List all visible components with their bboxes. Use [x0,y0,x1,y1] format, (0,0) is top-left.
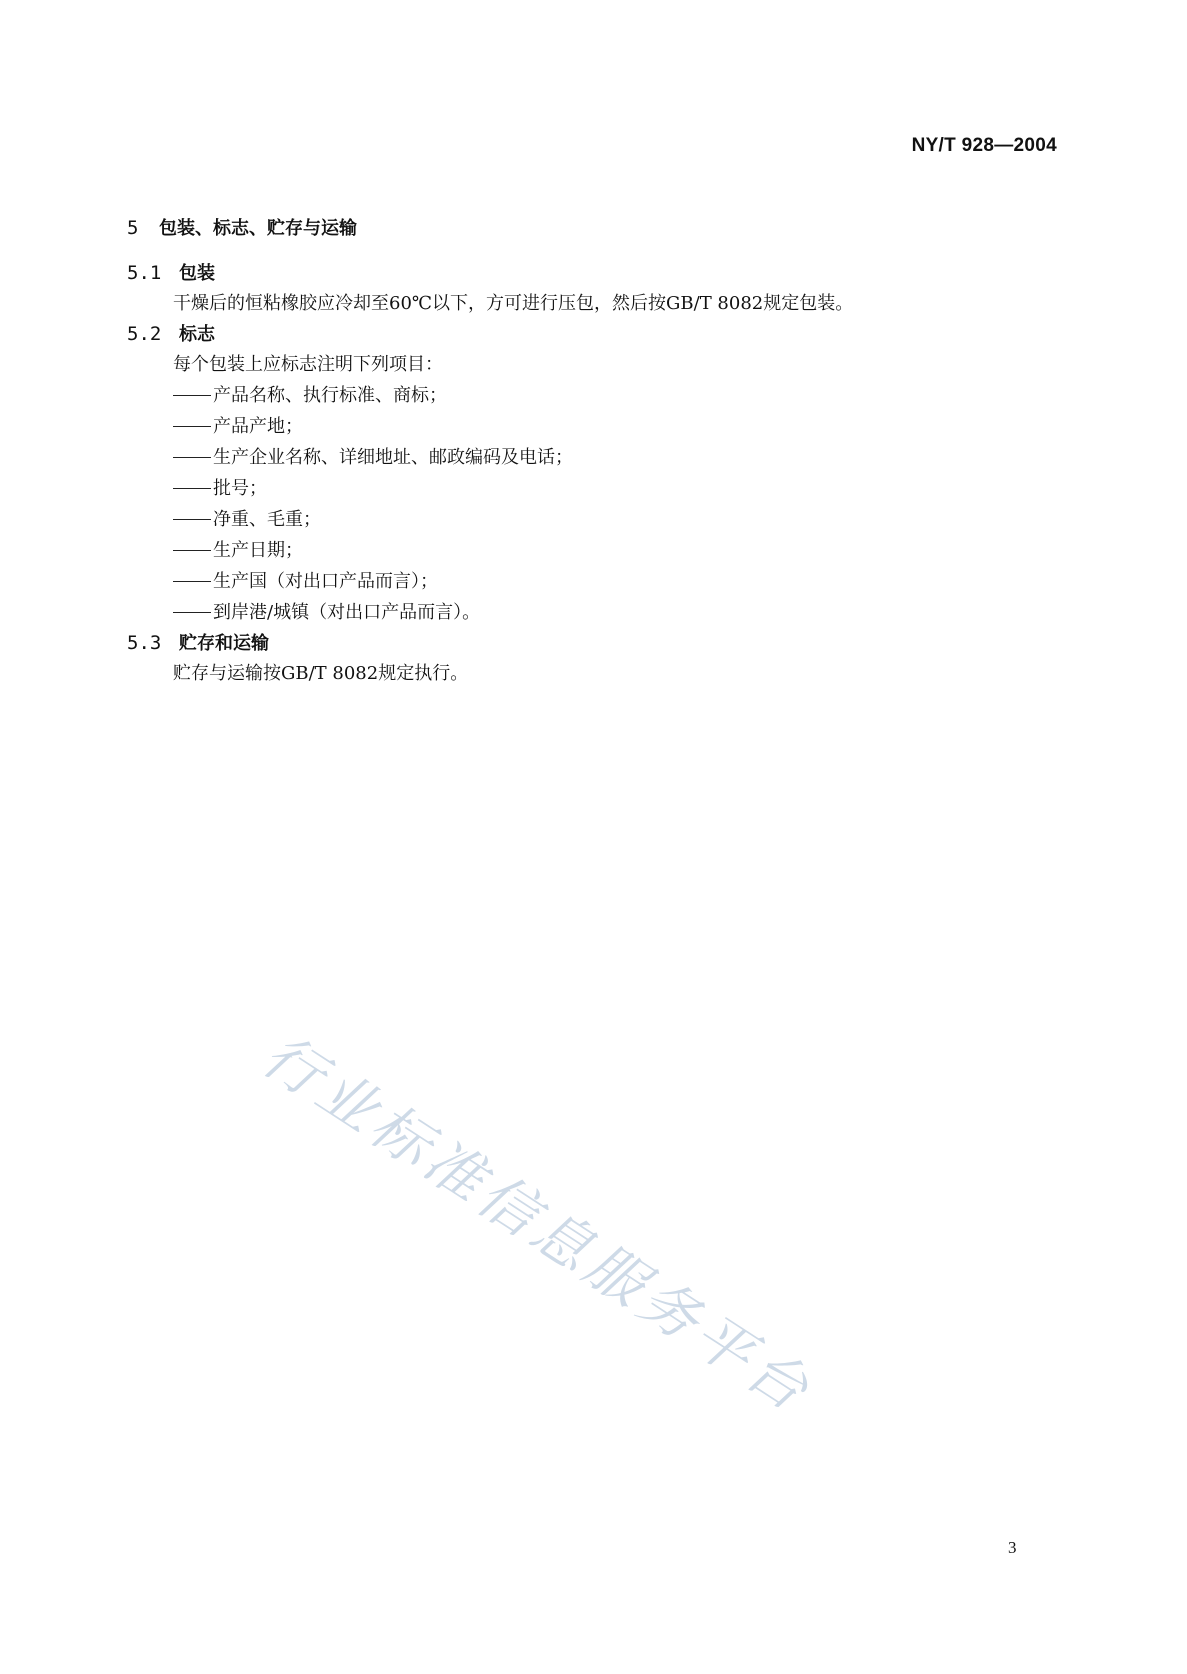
section-5-1-title: 包装 [179,263,215,284]
list-item-text: 产品名称、执行标准、商标； [213,385,447,406]
dash-mark [173,550,211,551]
standard-code: NY/T 928—2004 [911,135,1057,156]
dash-mark [173,612,211,613]
watermark: 行业标准信息服务平台 [250,1020,825,1427]
section-5-3-title: 贮存和运输 [179,633,269,654]
dash-mark [173,395,211,396]
list-item [127,442,1027,473]
list-item-text: 产品产地； [213,416,303,437]
list-item [127,535,1027,566]
list-item [127,566,1027,597]
section-5-2-heading [127,319,1027,349]
dash-mark [173,457,211,458]
section-5-3-number: 5.3 [127,632,162,654]
section-5-1-heading [127,258,1027,288]
list-item-text: 生产日期； [213,540,303,561]
section-5-3-text: 贮存与运输按GB/T 8082规定执行。 [173,663,469,684]
list-item-text: 到岸港/城镇（对出口产品而言）。 [213,602,481,623]
list-item [127,411,1027,442]
section-5-2-intro: 每个包装上应标志注明下列项目： [173,354,443,375]
list-item-text: 净重、毛重； [213,509,321,530]
list-item [127,597,1027,628]
list-item-text: 生产国（对出口产品而言）； [213,571,438,592]
section-5-2-title: 标志 [179,324,215,345]
list-item-text: 生产企业名称、详细地址、邮政编码及电话； [213,447,573,468]
section-5-3-heading [127,628,1027,658]
section-5-number: 5 [127,217,139,239]
section-5-2-number: 5.2 [127,323,162,345]
page-number: 3 [1008,1538,1017,1557]
document-body [127,213,1027,689]
section-5-heading [127,213,1027,243]
dash-mark [173,488,211,489]
list-item [127,473,1027,504]
list-item [127,380,1027,411]
section-5-title: 包装、标志、贮存与运输 [159,218,357,239]
dash-mark [173,519,211,520]
section-5-1-number: 5.1 [127,262,162,284]
dash-mark [173,581,211,582]
dash-mark [173,426,211,427]
marking-items-list [127,380,1027,628]
section-5-1-text: 干燥后的恒粘橡胶应冷却至60℃以下，方可进行压包，然后按GB/T 8082规定包装。 [173,293,854,314]
list-item-text: 批号； [213,478,267,499]
list-item [127,504,1027,535]
